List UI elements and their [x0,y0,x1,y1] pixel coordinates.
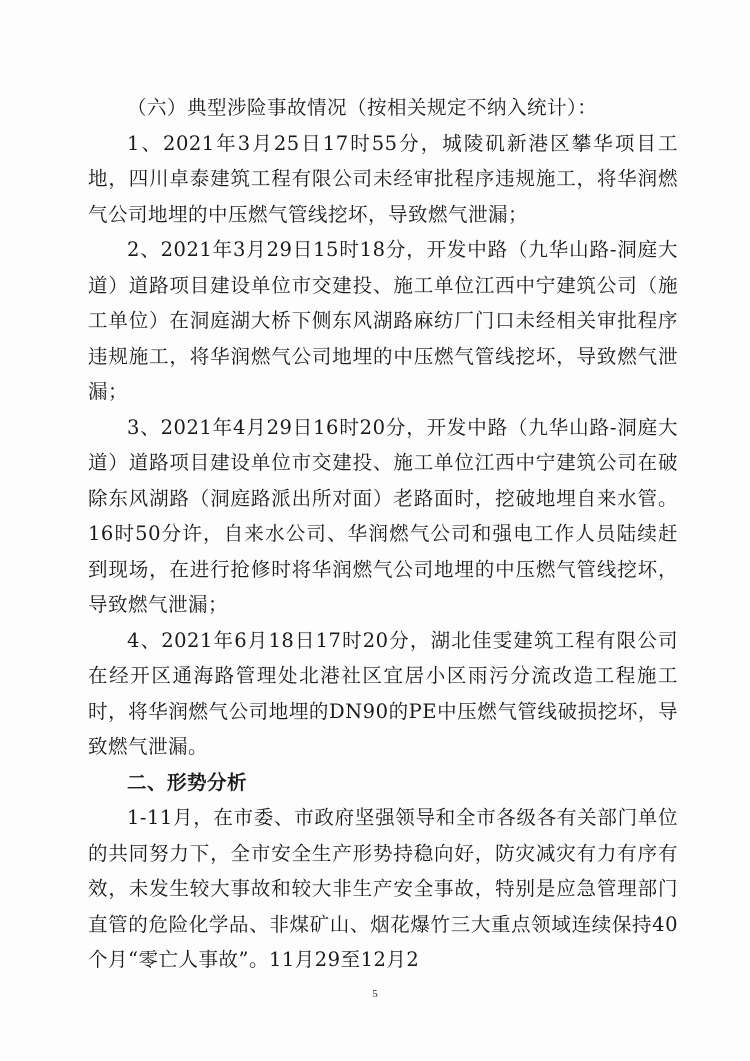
analysis-paragraph: 1-11月，在市委、市政府坚强领导和全市各级各有关部门单位的共同努力下，全市安全生产形势持稳向好，防灾减灾有力有序有效，未发生较大事故和较大非生产安全事故，特别是应急管理部门直管的危险化学品、非煤矿山、烟花爆竹三大重点领域连续保持40个月“零亡人事故”。11月29至12月2 [88,806,678,971]
subheading-typical-incidents: （六）典型涉险事故情况（按相关规定不纳入统计）： [127,96,598,119]
incident-paragraph-3: 3、2021年4月29日16时20分，开发中路（九华山路-洞庭大道）道路项目建设单位市交建投、施工单位江西中宁建筑公司在破除东风湖路（洞庭路派出所对面）老路面时，挖破地埋自来水管。16时50分许，自来水公司、华润燃气公司和强电工作人员陆续赶到现场，在进行抢修时将华润燃气公司地埋的中压燃气管线挖坏，导致燃气泄漏； [88,415,678,616]
incident-paragraph-1: 1、2021年3月25日17时55分，城陵矶新港区攀华项目工地，四川卓泰建筑工程有限公司未经审批程序违规施工，将华润燃气公司地埋的中压燃气管线挖坏，导致燃气泄漏； [88,131,678,226]
document-body [88,90,678,978]
section-heading-situation-analysis: 二、形势分析 [127,770,248,794]
page-number: 5 [372,988,378,1000]
incident-paragraph-4: 4、2021年6月18日17时20分，湖北佳雯建筑工程有限公司在经开区通海路管理处北港社区宜居小区雨污分流改造工程施工时，将华润燃气公司地埋的DN90的PE中压燃气管线破损挖坏，导致燃气泄漏。 [88,628,678,758]
incident-paragraph-2: 2、2021年3月29日15时18分，开发中路（九华山路-洞庭大道）道路项目建设单位市交建投、施工单位江西中宁建筑公司（施工单位）在洞庭湖大桥下侧东风湖路麻纺厂门口未经相关审批程序违规施工，将华润燃气公司地埋的中压燃气管线挖坏，导致燃气泄漏； [88,238,678,403]
